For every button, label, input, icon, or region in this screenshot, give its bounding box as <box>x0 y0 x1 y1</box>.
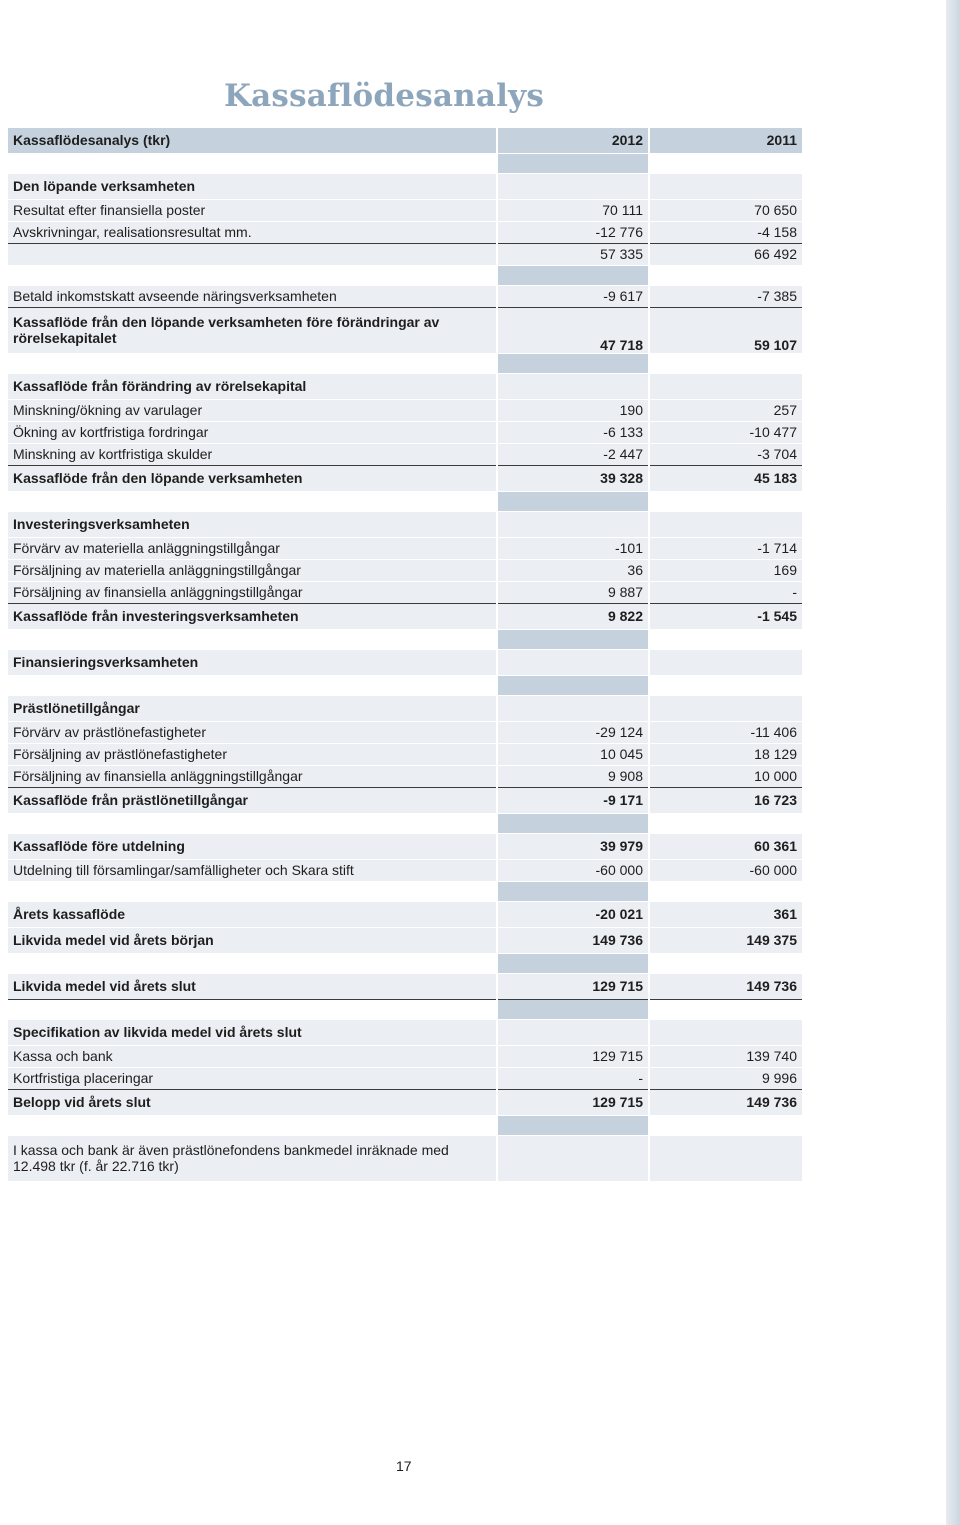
table-row <box>8 973 802 999</box>
value-2011 <box>649 373 802 399</box>
value-2012 <box>497 373 649 399</box>
spacer-row <box>8 353 802 373</box>
value-2012: -12 776 <box>497 221 649 243</box>
row-label: Ökning av kortfristiga fordringar <box>8 421 497 443</box>
value-2011 <box>649 173 802 199</box>
spacer-cell <box>649 629 802 649</box>
value-2011: 169 <box>649 559 802 581</box>
row-label: Minskning/ökning av varulager <box>8 399 497 421</box>
table-row <box>8 307 802 353</box>
value-2011: 257 <box>649 399 802 421</box>
row-label: I kassa och bank är även prästlönefondens bankmedel inräknade med 12.498 tkr (f. år 22.716 tkr) <box>8 1135 497 1181</box>
header-year-2012: 2012 <box>497 128 649 153</box>
table-row <box>8 511 802 537</box>
page-edge-stripe <box>946 0 960 1525</box>
spacer-cell <box>8 353 497 373</box>
table-row <box>8 465 802 491</box>
value-2011 <box>649 649 802 675</box>
value-2012 <box>497 695 649 721</box>
spacer-cell <box>497 491 649 511</box>
value-2012: 70 111 <box>497 199 649 221</box>
row-label: Minskning av kortfristiga skulder <box>8 443 497 465</box>
spacer-cell <box>497 153 649 173</box>
spacer-cell <box>8 999 497 1019</box>
value-2011 <box>649 1019 802 1045</box>
spacer-row <box>8 813 802 833</box>
row-label: Specifikation av likvida medel vid årets slut <box>8 1019 497 1045</box>
spacer-cell <box>8 813 497 833</box>
table-row <box>8 243 802 265</box>
row-label: Prästlönetillgångar <box>8 695 497 721</box>
spacer-cell <box>8 1115 497 1135</box>
value-2012: 10 045 <box>497 743 649 765</box>
value-2012: -101 <box>497 537 649 559</box>
spacer-cell <box>649 675 802 695</box>
row-label: Kassa och bank <box>8 1045 497 1067</box>
row-label: Förvärv av materiella anläggningstillgångar <box>8 537 497 559</box>
value-2011: -1 545 <box>649 603 802 629</box>
value-2012: 190 <box>497 399 649 421</box>
row-label: Försäljning av prästlönefastigheter <box>8 743 497 765</box>
spacer-cell <box>8 491 497 511</box>
spacer-row <box>8 265 802 285</box>
value-2012: 149 736 <box>497 927 649 953</box>
value-2011: 361 <box>649 901 802 927</box>
value-2011: 70 650 <box>649 199 802 221</box>
table-row <box>8 787 802 813</box>
page-number: 17 <box>396 1458 412 1474</box>
table-row <box>8 1045 802 1067</box>
spacer-cell <box>649 353 802 373</box>
cash-flow-table <box>8 128 802 1182</box>
value-2012: 57 335 <box>497 243 649 265</box>
value-2011 <box>649 695 802 721</box>
value-2012 <box>497 649 649 675</box>
spacer-cell <box>497 953 649 973</box>
table-row <box>8 1089 802 1115</box>
value-2012: -29 124 <box>497 721 649 743</box>
page-title: Kassaflödesanalys <box>224 78 545 114</box>
spacer-row <box>8 881 802 901</box>
row-label: Årets kassaflöde <box>8 901 497 927</box>
table-row <box>8 901 802 927</box>
value-2012: 39 328 <box>497 465 649 491</box>
table-header-row <box>8 128 802 153</box>
spacer-cell <box>8 953 497 973</box>
value-2011: 149 375 <box>649 927 802 953</box>
table-row <box>8 173 802 199</box>
value-2012: 9 822 <box>497 603 649 629</box>
value-2011: 10 000 <box>649 765 802 787</box>
value-2011 <box>649 1135 802 1181</box>
table-row <box>8 199 802 221</box>
row-label: Kassaflöde före utdelning <box>8 833 497 859</box>
row-label: Utdelning till församlingar/samfälligheter och Skara stift <box>8 859 497 881</box>
value-2012: 39 979 <box>497 833 649 859</box>
table-row <box>8 537 802 559</box>
value-2011: 60 361 <box>649 833 802 859</box>
row-label: Avskrivningar, realisationsresultat mm. <box>8 221 497 243</box>
value-2012: 129 715 <box>497 1089 649 1115</box>
table-row <box>8 559 802 581</box>
spacer-cell <box>649 881 802 901</box>
spacer-row <box>8 1115 802 1135</box>
value-2012: -60 000 <box>497 859 649 881</box>
spacer-cell <box>649 153 802 173</box>
table-row <box>8 581 802 603</box>
row-label: Kassaflöde från förändring av rörelsekapital <box>8 373 497 399</box>
table-row <box>8 649 802 675</box>
spacer-cell <box>8 881 497 901</box>
spacer-row <box>8 491 802 511</box>
value-2011: -4 158 <box>649 221 802 243</box>
spacer-cell <box>497 881 649 901</box>
spacer-cell <box>8 675 497 695</box>
row-label: Likvida medel vid årets slut <box>8 973 497 999</box>
table-row <box>8 373 802 399</box>
row-label: Kortfristiga placeringar <box>8 1067 497 1089</box>
row-label: Kassaflöde från investeringsverksamheten <box>8 603 497 629</box>
value-2011: 149 736 <box>649 1089 802 1115</box>
spacer-row <box>8 675 802 695</box>
value-2011: -10 477 <box>649 421 802 443</box>
row-label: Förvärv av prästlönefastigheter <box>8 721 497 743</box>
value-2012 <box>497 173 649 199</box>
value-2012: 36 <box>497 559 649 581</box>
spacer-cell <box>649 999 802 1019</box>
row-label: Den löpande verksamheten <box>8 173 497 199</box>
header-label: Kassaflödesanalys (tkr) <box>8 128 497 153</box>
row-label: Finansieringsverksamheten <box>8 649 497 675</box>
value-2011: 18 129 <box>649 743 802 765</box>
value-2012: 9 887 <box>497 581 649 603</box>
value-2011: -1 714 <box>649 537 802 559</box>
row-label: Resultat efter finansiella poster <box>8 199 497 221</box>
spacer-cell <box>649 491 802 511</box>
spacer-cell <box>497 999 649 1019</box>
spacer-cell <box>497 629 649 649</box>
value-2012: -20 021 <box>497 901 649 927</box>
value-2012 <box>497 511 649 537</box>
row-label: Betald inkomstskatt avseende näringsverksamheten <box>8 285 497 307</box>
table-row <box>8 603 802 629</box>
row-label: Investeringsverksamheten <box>8 511 497 537</box>
row-label: Kassaflöde från den löpande verksamheten <box>8 465 497 491</box>
table-row <box>8 1019 802 1045</box>
row-label: Försäljning av materiella anläggningstillgångar <box>8 559 497 581</box>
row-label: Likvida medel vid årets början <box>8 927 497 953</box>
spacer-row <box>8 153 802 173</box>
spacer-cell <box>649 813 802 833</box>
spacer-cell <box>497 813 649 833</box>
table-body <box>8 153 802 1181</box>
row-label: Belopp vid årets slut <box>8 1089 497 1115</box>
value-2011: 9 996 <box>649 1067 802 1089</box>
spacer-cell <box>649 953 802 973</box>
value-2012 <box>497 1019 649 1045</box>
table-row <box>8 721 802 743</box>
spacer-cell <box>649 265 802 285</box>
spacer-cell <box>497 675 649 695</box>
value-2011: 16 723 <box>649 787 802 813</box>
value-2011: 59 107 <box>649 307 802 353</box>
table-row <box>8 443 802 465</box>
table-row <box>8 1067 802 1089</box>
value-2012: -2 447 <box>497 443 649 465</box>
value-2011: -7 385 <box>649 285 802 307</box>
value-2012: 129 715 <box>497 973 649 999</box>
table-row <box>8 399 802 421</box>
value-2011: 66 492 <box>649 243 802 265</box>
spacer-cell <box>649 1115 802 1135</box>
row-label: Försäljning av finansiella anläggningstillgångar <box>8 765 497 787</box>
value-2011: - <box>649 581 802 603</box>
value-2011: -11 406 <box>649 721 802 743</box>
table-row <box>8 1135 802 1181</box>
spacer-cell <box>497 1115 649 1135</box>
spacer-row <box>8 999 802 1019</box>
table-row <box>8 421 802 443</box>
spacer-cell <box>8 629 497 649</box>
table-row <box>8 695 802 721</box>
table-row <box>8 927 802 953</box>
table-row <box>8 859 802 881</box>
value-2012: 47 718 <box>497 307 649 353</box>
spacer-cell <box>497 265 649 285</box>
table-row <box>8 765 802 787</box>
table-row <box>8 743 802 765</box>
spacer-row <box>8 629 802 649</box>
value-2012: -6 133 <box>497 421 649 443</box>
header-year-2011: 2011 <box>649 128 802 153</box>
value-2012: 9 908 <box>497 765 649 787</box>
row-label: Kassaflöde från prästlönetillgångar <box>8 787 497 813</box>
value-2012 <box>497 1135 649 1181</box>
value-2011 <box>649 511 802 537</box>
row-label <box>8 243 497 265</box>
table-row <box>8 221 802 243</box>
value-2012: -9 171 <box>497 787 649 813</box>
value-2011: 139 740 <box>649 1045 802 1067</box>
value-2011: 149 736 <box>649 973 802 999</box>
spacer-row <box>8 953 802 973</box>
value-2011: -3 704 <box>649 443 802 465</box>
spacer-cell <box>8 153 497 173</box>
spacer-cell <box>497 353 649 373</box>
row-label: Försäljning av finansiella anläggningstillgångar <box>8 581 497 603</box>
table-row <box>8 833 802 859</box>
value-2012: 129 715 <box>497 1045 649 1067</box>
value-2011: -60 000 <box>649 859 802 881</box>
table-row <box>8 285 802 307</box>
row-label: Kassaflöde från den löpande verksamheten före förändringar av rörelsekapitalet <box>8 307 497 353</box>
spacer-cell <box>8 265 497 285</box>
value-2012: -9 617 <box>497 285 649 307</box>
value-2012: - <box>497 1067 649 1089</box>
value-2011: 45 183 <box>649 465 802 491</box>
